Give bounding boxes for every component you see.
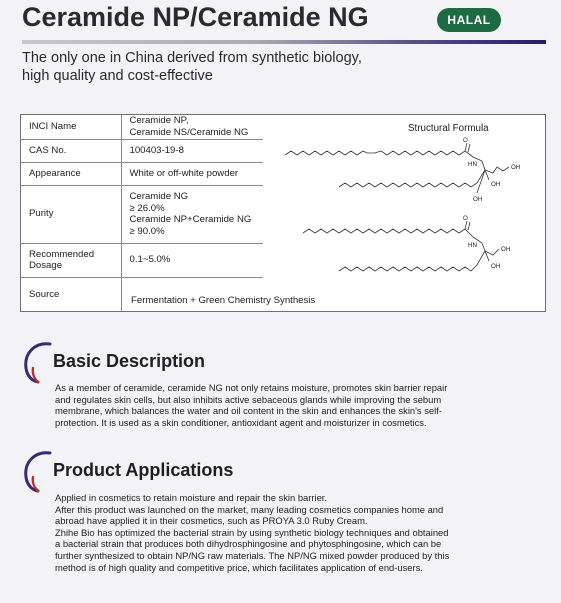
value-line: ≥ 90.0% <box>129 225 165 237</box>
paragraph-line: a bacterial strain that produces both dihydrosphingosine and phytosphingosine, which can be <box>55 538 442 550</box>
row-value: 0.1~5.0% <box>121 243 263 277</box>
page-subtitle <box>22 49 422 85</box>
halal-badge: HALAL <box>437 8 501 32</box>
paragraph-line: protection. It is used as a skin conditioner, antioxidant agent and moisturizer in cosmetics. <box>55 416 427 428</box>
m1-o-label: O <box>463 137 468 144</box>
row-label: Source <box>21 277 121 311</box>
paragraph-line: further synthesized to obtain NP/NG raw materials. The NP/NG mixed powder produced by this <box>55 549 450 561</box>
table-row-dosage <box>21 243 263 277</box>
label-line: Dosage <box>29 260 63 271</box>
paragraph-line: method is of high quality and competitive price, which facilitates application of end-users. <box>55 561 423 573</box>
row-value <box>121 185 263 243</box>
structural-formula-label: Structural Formula <box>408 123 489 134</box>
paragraph-line: Applied in cosmetics to retain moisture and repair the skin barrier. <box>55 492 328 503</box>
paragraph-line: After this product was launched on the market, many leading cosmetics companies home and <box>55 503 444 515</box>
molecule2-amide <box>465 229 482 243</box>
row-label: Purity <box>21 185 121 243</box>
value-line: ≥ 26.0% <box>129 202 165 214</box>
molecule1-sphingoid-chain <box>339 170 485 187</box>
row-label <box>21 243 121 277</box>
source-value: Fermentation + Green Chemistry Synthesis <box>131 295 316 306</box>
molecule2-carbonyl-double <box>468 222 470 230</box>
value-line: Ceramide NP+Ceramide NG <box>129 214 252 225</box>
product-applications-text <box>55 492 449 573</box>
row-label: INCI Name <box>21 115 121 139</box>
m1-oh1-label: OH <box>511 164 521 171</box>
row-label: Appearance <box>21 162 121 185</box>
paragraph-line: abroad have applied it in their cosmetics, such as PROYA 3.0 Ruby Cream. <box>55 515 368 527</box>
subtitle-line-2: high quality and cost-effective <box>22 68 213 84</box>
molecule2-head <box>482 243 499 255</box>
value-line: Ceramide NS/Ceramide NG <box>129 126 249 138</box>
header-divider <box>22 40 546 44</box>
spec-panel <box>20 114 546 312</box>
row-label: CAS No. <box>21 139 121 162</box>
row-value <box>121 115 263 139</box>
row-value: 100403-19-8 <box>121 139 263 162</box>
molecule2-carbonyl <box>465 221 467 229</box>
paragraph-line: membrane, which balances the water and oil content in the skin and enhances the skin's self- <box>55 405 442 417</box>
table-row-inci <box>21 115 263 139</box>
product-applications-title: Product Applications <box>53 460 234 480</box>
value-line: Ceramide NG <box>129 191 189 202</box>
molecule1-amide <box>465 151 482 161</box>
paragraph-line: and regulates skin cells, but also inhibits active sebaceous glands while improving the sebum <box>55 393 442 405</box>
table-row-appearance <box>21 162 263 185</box>
m2-oh2-label: OH <box>491 263 501 270</box>
molecule1-carbonyl <box>465 143 467 151</box>
m1-oh2-label: OH <box>491 181 501 188</box>
m2-o-label: O <box>463 215 468 222</box>
m1-hn-label: HN <box>468 161 477 168</box>
structural-formula-drawing <box>279 137 545 307</box>
molecule1-head <box>482 161 509 173</box>
spec-table <box>21 115 263 311</box>
table-row-purity <box>21 185 263 243</box>
molecule2-acyl-chain <box>303 229 465 233</box>
paragraph-line: As a member of ceramide, ceramide NG not only retains moisture, promotes skin barrier repair <box>55 382 448 393</box>
subtitle-line-1: The only one in China derived from synthetic biology, <box>22 50 362 66</box>
basic-description-title: Basic Description <box>53 351 206 371</box>
molecule1-carbonyl-double <box>468 144 470 152</box>
value-line: Ceramide NP, <box>129 115 189 127</box>
page-title: Ceramide NP/Ceramide NG <box>22 2 369 32</box>
basic-description-text <box>55 382 447 428</box>
table-row-cas <box>21 139 263 162</box>
m1-oh3-label: OH <box>473 196 483 203</box>
row-value: White or off-white powder <box>121 162 263 185</box>
molecule2-sphingoid-chain <box>339 251 485 271</box>
molecule1-acyl-chain <box>285 151 465 155</box>
m2-oh1-label: OH <box>501 246 511 253</box>
label-line: Recommended <box>29 248 95 260</box>
m2-hn-label: HN <box>468 242 477 249</box>
paragraph-line: Zhihe Bio has optimized the bacterial strain by using synthetic biology techniques and obtained <box>55 526 449 538</box>
